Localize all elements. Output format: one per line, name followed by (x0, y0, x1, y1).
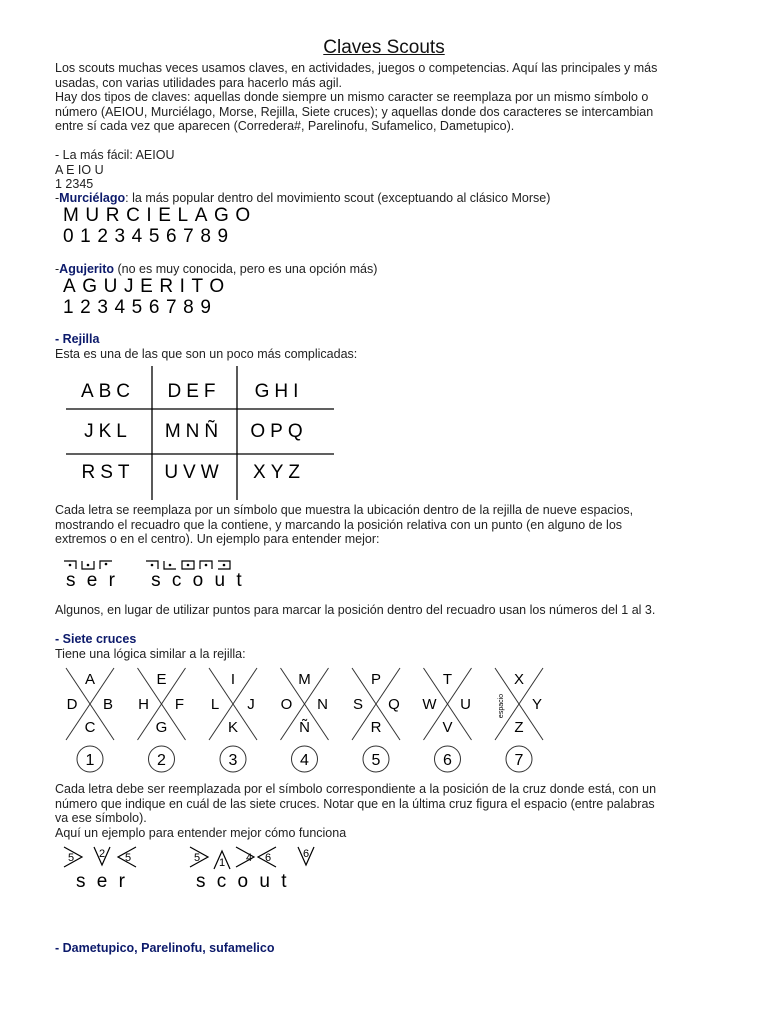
murcielago-desc: : la más popular dentro del movimiento scout (exceptuando al clásico Morse) (125, 191, 551, 205)
siete-explain-line: Cada letra debe ser reemplazada por el símbolo correspondiente a la posición de la cruz donde está, con un (55, 782, 657, 796)
siete-cruces-explanation (55, 782, 656, 840)
cross-letter-bottom: R (370, 719, 382, 736)
cross-letter-top: P (370, 671, 382, 688)
agujerito-dash: - (55, 262, 60, 276)
murcielago-dash: - (55, 191, 60, 205)
dametupico-heading: - Dametupico, Parelinofu, sufamelico (55, 941, 275, 955)
rejilla-note: Algunos, en lugar de utilizar puntos para marcar la posición dentro del recuadro usan los números del 1 al 3. (55, 603, 656, 617)
siete-explain-line: Aquí un ejemplo para entender mejor cómo funciona (55, 825, 347, 840)
siete-explain-line: va ese símbolo). (55, 811, 147, 825)
cross-letter-bottom: K (227, 719, 239, 736)
agujerito-numbers: 123456789 (63, 297, 218, 318)
rejilla-explanation (55, 503, 633, 547)
agujerito-heading (55, 262, 377, 277)
example-word-2: s c o u t (196, 871, 290, 892)
cross-letter-right: Y (531, 696, 543, 713)
example-number: 2 (99, 848, 106, 860)
intro-line: entre sí cada vez que aparecen (Corredera#, Parelinofu, Sufamelico, Dametupico). (55, 119, 515, 133)
cross-letter-right: Q (388, 696, 400, 713)
cross-letter-right: F (174, 696, 185, 713)
cross-number: 2 (157, 752, 166, 769)
cross-letter-left: O (280, 696, 293, 713)
grid-cell: ABC (80, 381, 136, 402)
example-number: 5 (68, 852, 75, 864)
cross-letter-right: J (247, 696, 255, 713)
cross-number: 1 (85, 752, 95, 769)
cross-letter-top: X (513, 671, 525, 688)
grid-cell: XYZ (253, 462, 305, 483)
cross-letter-top: E (156, 671, 167, 688)
grid-cell: GHI (254, 381, 304, 402)
rejilla-explain-line: mostrando el recuadro que la contiene, y marcando la posición relativa con un punto (en alguno de los (55, 517, 623, 532)
rejilla-heading: - Rejilla (55, 332, 100, 346)
cross-letter-bottom: Ñ (299, 719, 310, 736)
murcielago-heading (55, 191, 550, 206)
intro-line: Hay dos tipos de claves: aquellas donde siempre un mismo caracter se reemplaza por un mismo símbolo o (55, 90, 649, 104)
cross-letter-bottom: C (84, 719, 96, 736)
cross-letter-left: L (210, 696, 220, 713)
rejilla-explain-line: extremos o en el centro). Un ejemplo para entender mejor: (55, 532, 380, 546)
example-word-1: s e r (76, 871, 128, 892)
cross-letter-right: N (317, 696, 328, 713)
cross-letter-top: A (84, 671, 96, 688)
cross-letter-left: S (352, 696, 364, 713)
cross-letter-top: T (442, 671, 453, 688)
cross-letter-left: D (66, 696, 78, 713)
agujerito-name: Agujerito (59, 262, 115, 276)
cross-number: 6 (443, 752, 452, 769)
cross-1 (66, 668, 114, 772)
crosses-group (66, 668, 543, 772)
murcielago-name: Murciélago (59, 191, 126, 205)
example-number: 6 (265, 852, 272, 864)
cross-letter-bottom: V (442, 719, 453, 736)
aeiou-section (55, 148, 174, 192)
cross-2 (138, 668, 186, 772)
grid-cell: UVW (164, 462, 224, 483)
rejilla-desc: Esta es una de las que son un poco más complicadas: (55, 347, 358, 361)
example-number: 6 (303, 848, 310, 860)
cross-letter-top: I (230, 671, 236, 688)
agujerito-letters: AGUJERITO (63, 276, 231, 297)
cross-number: 3 (228, 752, 238, 769)
cross-number: 7 (514, 752, 524, 769)
cross-letter-right: B (102, 696, 114, 713)
grid-cell: RST (81, 462, 135, 483)
cross-7 (495, 668, 543, 772)
cross-3 (209, 668, 257, 772)
cross-letter-bottom: G (155, 719, 168, 736)
cross-letter-bottom: Z (514, 719, 524, 736)
rejilla-grid (66, 366, 336, 500)
cross-number: 4 (300, 752, 309, 769)
siete-cruces-heading: - Siete cruces (55, 632, 137, 646)
intro-line: Los scouts muchas veces usamos claves, en actividades, juegos o competencias. Aquí las principales y más (55, 61, 658, 75)
aeiou-heading: - La más fácil: AEIOU (55, 148, 175, 162)
cross-letter-left: W (422, 696, 437, 713)
rejilla-example-words: s e r s c o u t (66, 570, 245, 591)
grid-cell: DEF (167, 381, 221, 402)
cross-4 (281, 668, 329, 772)
murcielago-numbers: 0123456789 (63, 226, 235, 247)
cross-letter-left: H (138, 696, 149, 713)
intro-paragraph (55, 61, 657, 134)
intro-line: número (AEIOU, Murciélago, Morse, Rejilla, Siete cruces); y aquellas donde dos caracteres se intercambian (55, 104, 654, 119)
siete-explain-line: número que indique en cuál de las siete cruces. Notar que en la última cruz figura el espacio (entre palabras (55, 796, 655, 811)
rejilla-explain-line: Cada letra se reemplaza por un símbolo que muestra la ubicación dentro de la rejilla de nueve espacios, (55, 503, 634, 517)
example-number: 4 (246, 852, 253, 864)
aeiou-letters: A E IO U (55, 162, 104, 177)
siete-cruces-desc: Tiene una lógica similar a la rejilla: (55, 647, 246, 661)
grid-cell: OPQ (250, 421, 308, 442)
cross-6 (422, 668, 471, 772)
murcielago-letters: MURCIELAGO (63, 205, 257, 226)
cross-letter-left: espacio (498, 693, 505, 719)
page-title: Claves Scouts (323, 37, 445, 58)
aeiou-numbers: 1 2345 (55, 177, 94, 191)
cross-number: 5 (371, 752, 381, 769)
agujerito-desc: (no es muy conocida, pero es una opción más) (114, 262, 378, 276)
siete-cruces-diagram (55, 664, 555, 776)
intro-line: usadas, con varias utilidades para hacerlo más agil. (55, 75, 342, 90)
cross-letter-right: U (460, 696, 471, 713)
grid-cell: JKL (84, 421, 132, 442)
example-number: 5 (125, 852, 132, 864)
grid-cell: MNÑ (164, 421, 224, 442)
example-number: 1 (219, 857, 226, 869)
cross-letter-top: M (298, 671, 311, 688)
cross-5 (352, 668, 400, 772)
example-number: 5 (194, 852, 201, 864)
